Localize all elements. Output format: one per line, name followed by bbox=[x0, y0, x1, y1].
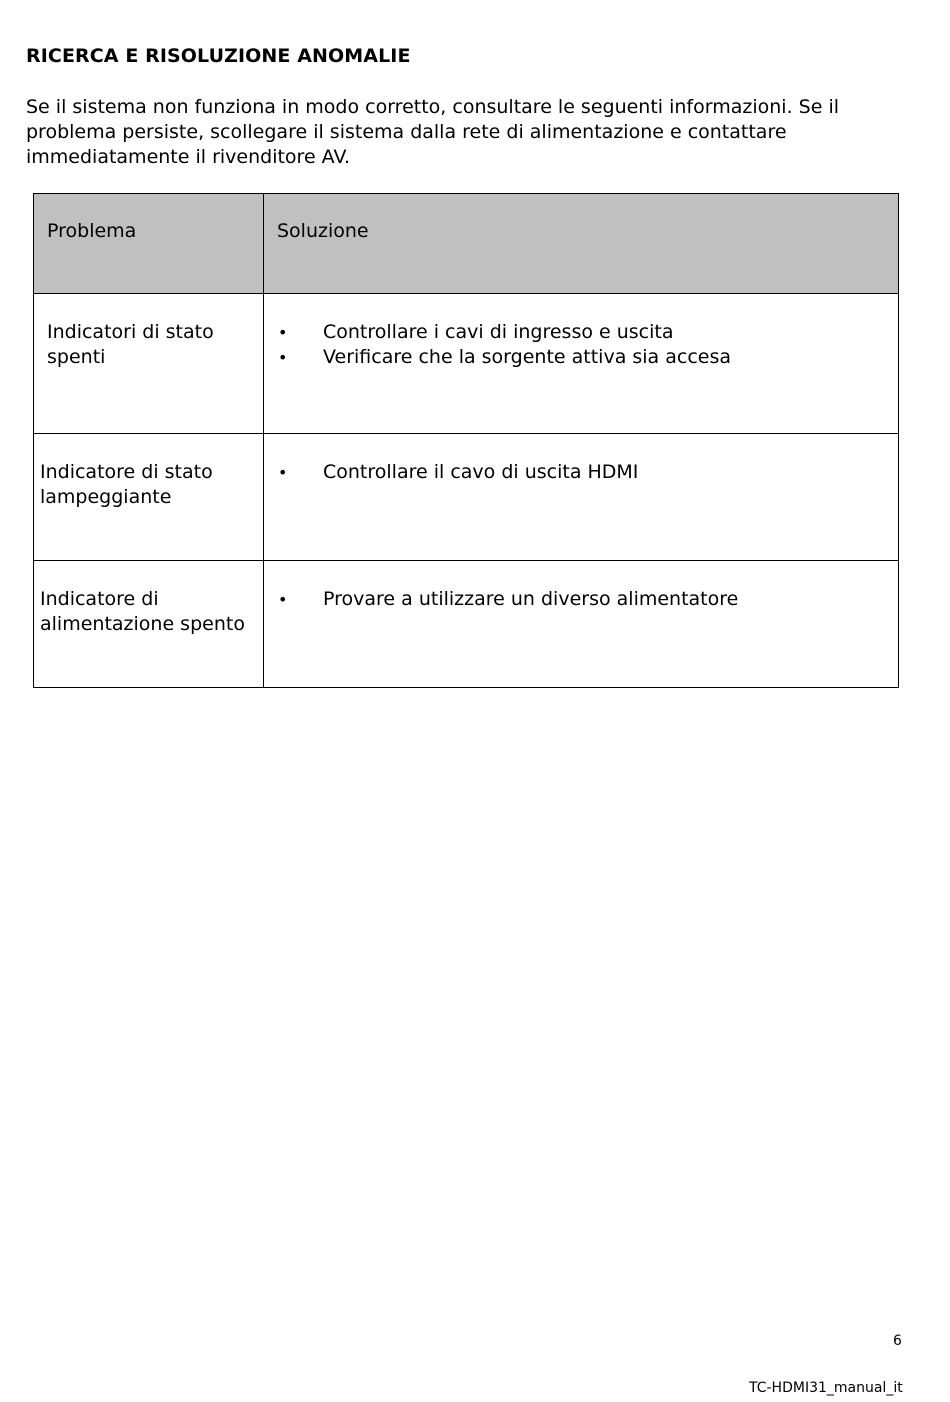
solution-cell bbox=[264, 561, 899, 688]
solution-item bbox=[264, 587, 898, 612]
problem-cell bbox=[34, 434, 264, 561]
solution-text: Verificare che la sorgente attiva sia accesa bbox=[323, 346, 732, 368]
solution-list bbox=[264, 561, 898, 612]
solution-cell bbox=[264, 294, 899, 434]
problem-text: Indicatore di stato lampeggiante bbox=[40, 461, 213, 508]
problem-cell bbox=[34, 561, 264, 688]
header-problem-label: Problema bbox=[47, 220, 137, 242]
intro-paragraph: Se il sistema non funziona in modo corretto, consultare le seguenti informazioni. Se il problema persiste, scollegare il sistema dalla rete di alimentazione e contattare immediatamente il rivenditore AV. bbox=[26, 96, 840, 168]
solution-item bbox=[264, 345, 898, 370]
problem-text: Indicatori di stato spenti bbox=[47, 321, 214, 368]
solution-list bbox=[264, 294, 898, 370]
table-header-row bbox=[34, 194, 899, 294]
bullet-icon: • bbox=[278, 590, 288, 609]
table-row bbox=[34, 434, 899, 561]
solution-cell bbox=[264, 434, 899, 561]
table-row bbox=[34, 294, 899, 434]
solution-text: Provare a utilizzare un diverso alimentatore bbox=[323, 588, 739, 610]
problem-text: Indicatore di alimentazione spento bbox=[40, 588, 245, 635]
document-id: TC-HDMI31_manual_it bbox=[749, 1380, 903, 1396]
problem-cell bbox=[34, 294, 264, 434]
page-number: 6 bbox=[893, 1333, 902, 1349]
section-heading: RICERCA E RISOLUZIONE ANOMALIE bbox=[26, 45, 411, 67]
troubleshooting-table bbox=[33, 193, 899, 688]
header-solution-label: Soluzione bbox=[277, 220, 369, 242]
bullet-icon: • bbox=[278, 348, 288, 367]
header-cell-solution bbox=[264, 194, 899, 294]
header-cell-problem bbox=[34, 194, 264, 294]
bullet-icon: • bbox=[278, 463, 288, 482]
solution-list bbox=[264, 434, 898, 485]
table-row bbox=[34, 561, 899, 688]
solution-text: Controllare i cavi di ingresso e uscita bbox=[323, 321, 674, 343]
solution-item bbox=[264, 320, 898, 345]
bullet-icon: • bbox=[278, 323, 288, 342]
solution-item bbox=[264, 460, 898, 485]
solution-text: Controllare il cavo di uscita HDMI bbox=[323, 461, 639, 483]
